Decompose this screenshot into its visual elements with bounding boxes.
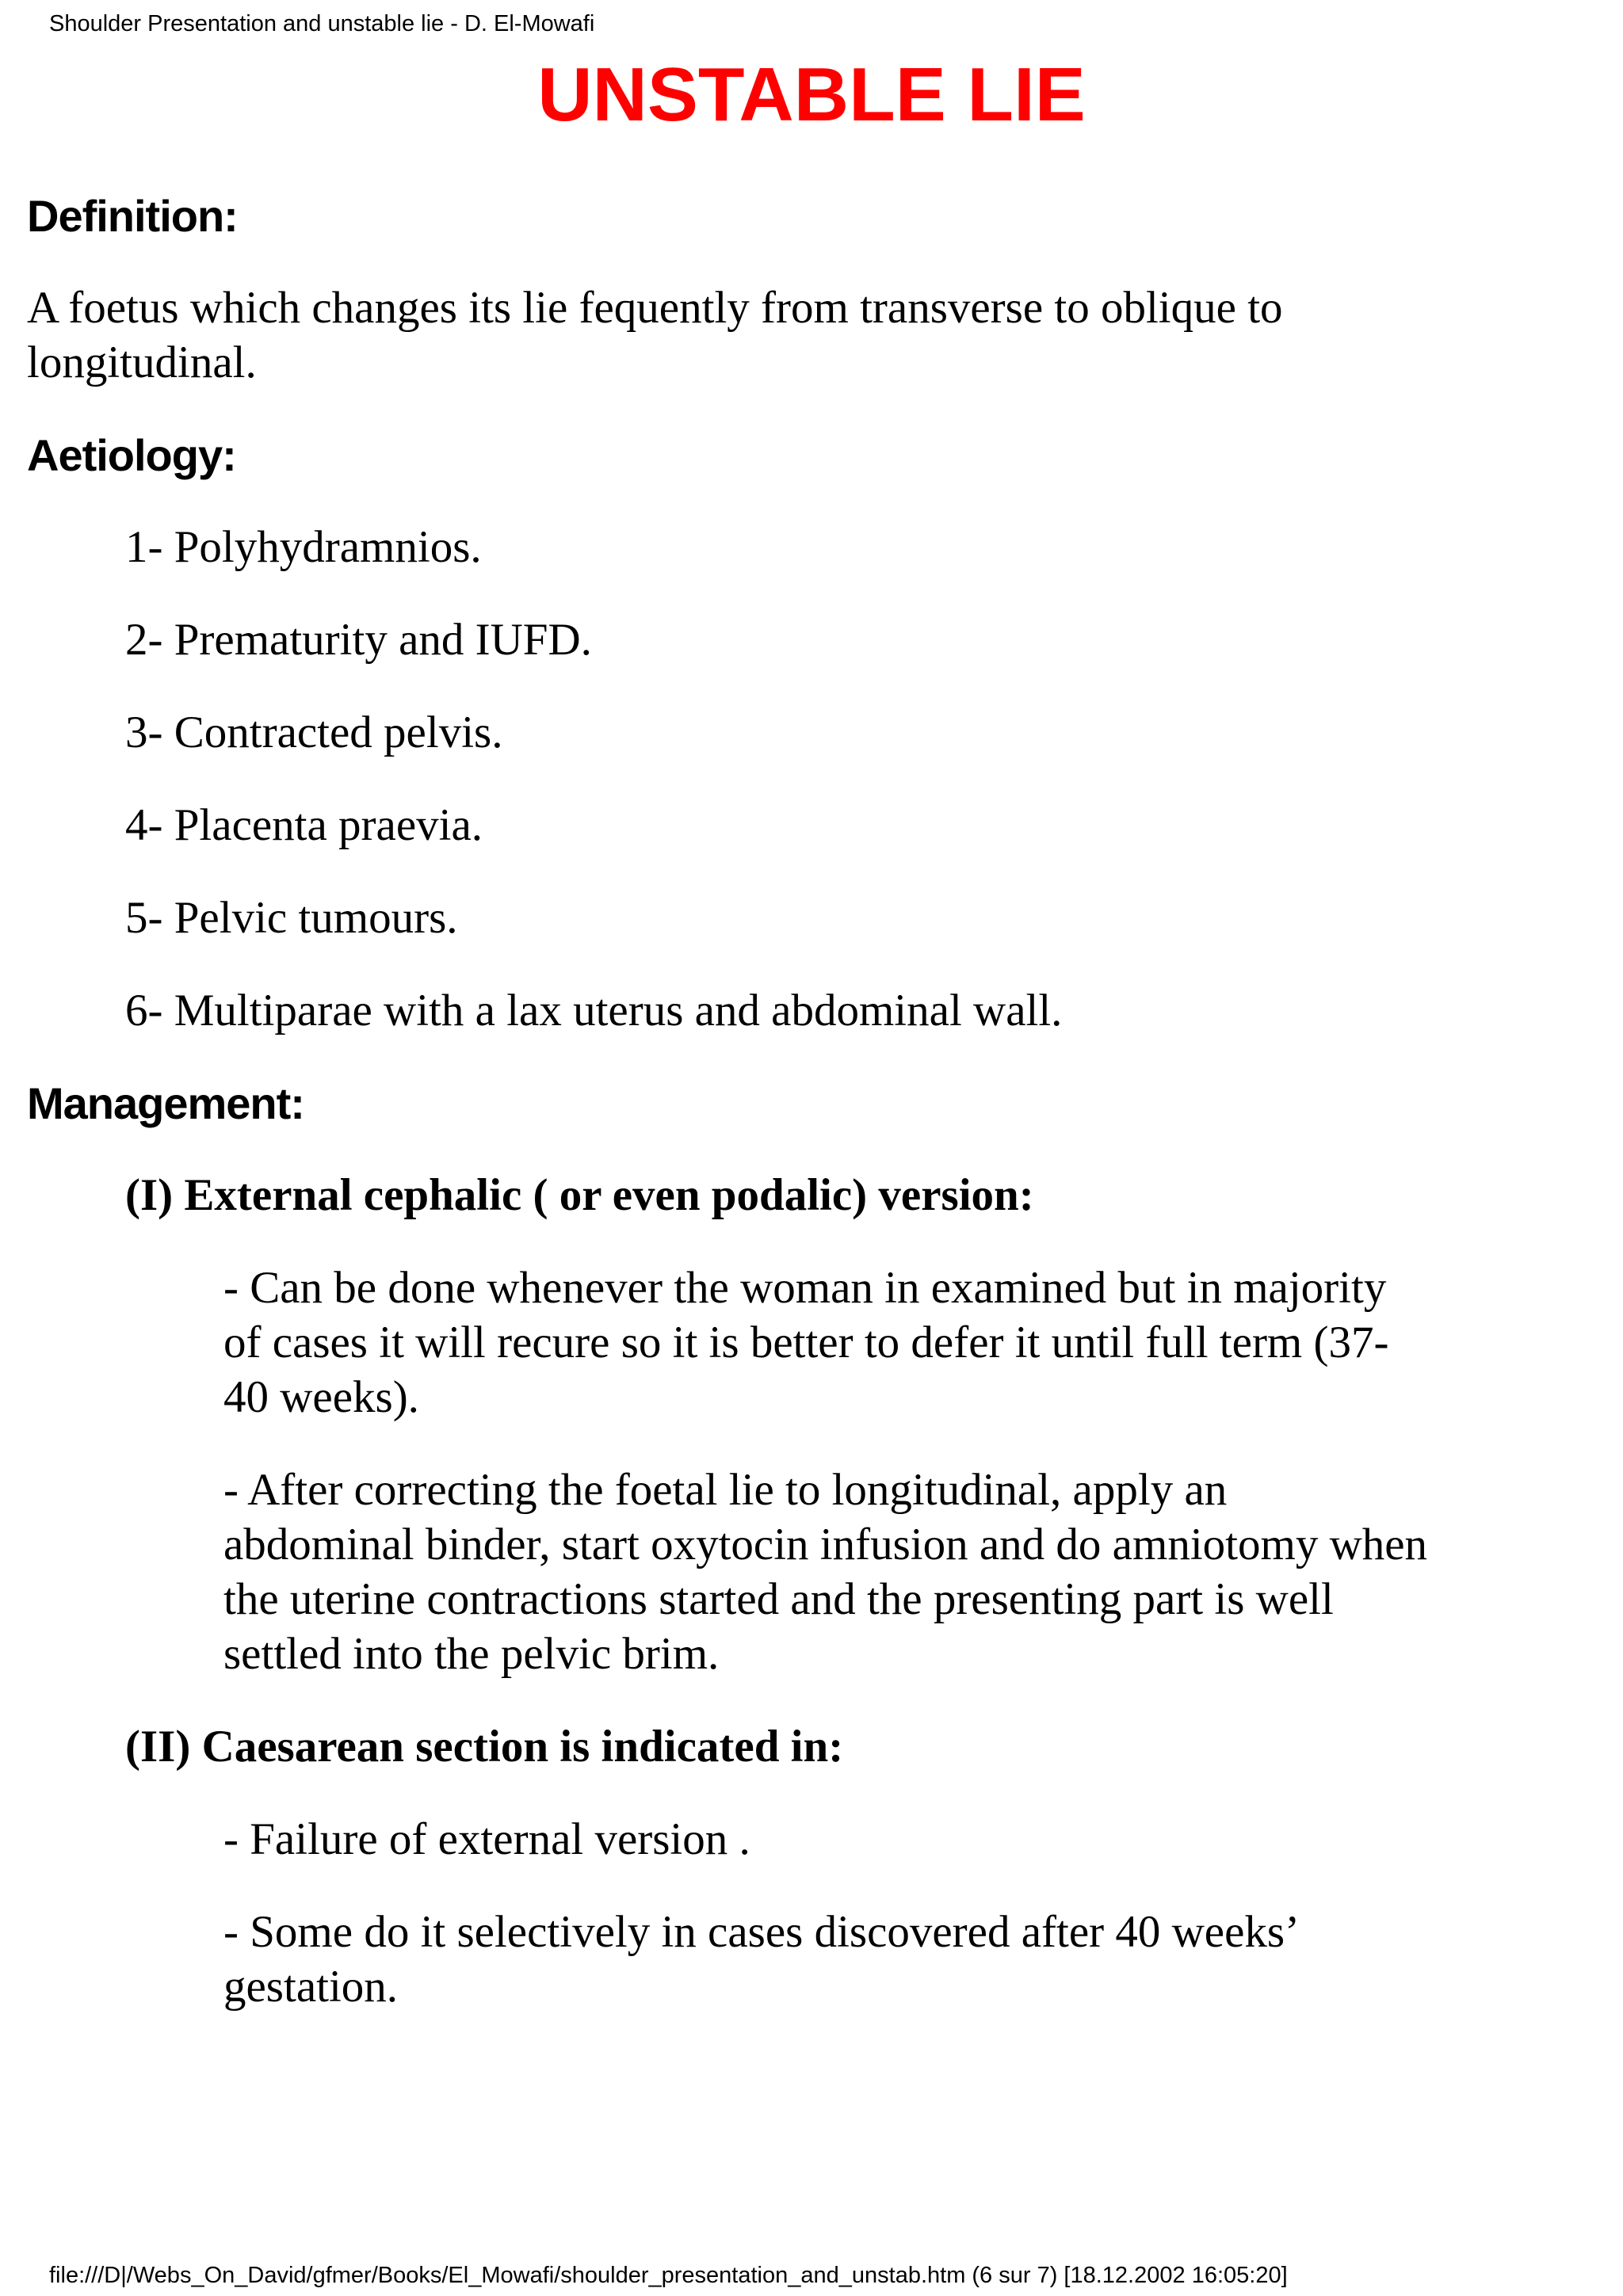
definition-text: A foetus which changes its lie fequently from transverse to oblique to longitudinal.	[27, 283, 1283, 387]
aetiology-item: 2- Prematurity and IUFD.	[125, 615, 592, 665]
aetiology-item: 5- Pelvic tumours.	[125, 893, 458, 943]
definition-heading: Definition:	[27, 191, 238, 241]
aetiology-item: 4- Placenta praevia.	[125, 800, 483, 850]
page-title: UNSTABLE LIE	[537, 52, 1086, 137]
aetiology-item: 6- Multiparae with a lax uterus and abdominal wall.	[125, 986, 1063, 1035]
print-header-title: Shoulder Presentation and unstable lie - D. El-Mowafi	[49, 11, 595, 36]
management-point: - Can be done whenever the woman in examined but in majority of cases it will recure so it is better to defer it until full term (37-40 weeks).	[223, 1263, 1389, 1422]
aetiology-item: 3- Contracted pelvis.	[125, 707, 503, 757]
document-body	[27, 189, 1453, 2052]
management-heading: Management:	[27, 1078, 304, 1128]
management-subheading-caesarean: (II) Caesarean section is indicated in:	[125, 1722, 844, 1772]
management-point: - Some do it selectively in cases discovered after 40 weeks’ gestation.	[223, 1907, 1296, 2012]
print-footer-path: file:///D|/Webs_On_David/gfmer/Books/El_Mowafi/shoulder_presentation_and_unstab.htm (6 sur 7) [18.12.2002 16:05:20]	[49, 2263, 1288, 2288]
aetiology-list	[27, 520, 1453, 1038]
management-subheading-version: (I) External cephalic ( or even podalic) version:	[125, 1170, 1034, 1220]
aetiology-item: 1- Polyhydramnios.	[125, 522, 482, 572]
management-point: - Failure of external version .	[223, 1814, 750, 1864]
management-point: - After correcting the foetal lie to longitudinal, apply an abdominal binder, start oxytocin infusion and do amniotomy when the uterine contractions started and the presenting part is well settled into the pelvic brim.	[223, 1465, 1428, 1679]
aetiology-heading: Aetiology:	[27, 430, 236, 480]
